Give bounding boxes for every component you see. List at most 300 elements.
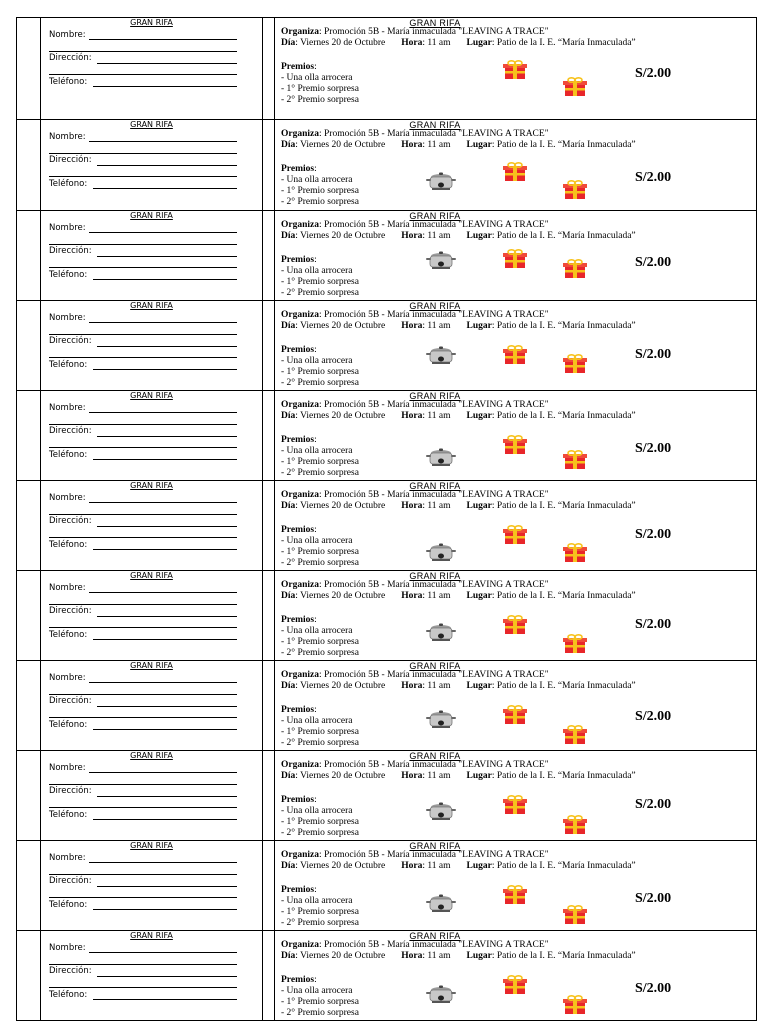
premios-label: Premios bbox=[281, 525, 315, 535]
dia-label: Día bbox=[281, 501, 296, 511]
ticket-price: S/2.00 bbox=[635, 255, 672, 270]
gift-box-icon bbox=[502, 435, 528, 455]
lugar-label: Lugar bbox=[466, 591, 492, 601]
stub-telefono-label: Teléfono: bbox=[49, 900, 88, 910]
stub-line[interactable] bbox=[49, 424, 237, 425]
dia-label: Día bbox=[281, 38, 296, 48]
gift-box-icon bbox=[502, 162, 528, 182]
stub-line[interactable] bbox=[49, 176, 237, 177]
stub-nombre-label: Nombre: bbox=[49, 583, 86, 593]
lugar-value: : Patio de la I. E. “María Inmaculada” bbox=[491, 951, 636, 961]
premios-label: Premios bbox=[281, 435, 315, 445]
stub-nombre-label: Nombre: bbox=[49, 853, 86, 863]
lugar-label: Lugar bbox=[466, 681, 492, 691]
fecha-line bbox=[281, 321, 636, 331]
premios-colon: : bbox=[314, 164, 317, 174]
fecha-line bbox=[281, 681, 636, 691]
organiza-label: Organiza bbox=[281, 220, 319, 230]
premio-2: - 1° Premio sorpresa bbox=[281, 727, 359, 737]
ticket-title: GRAN RIFA bbox=[409, 841, 461, 851]
perforation-gap bbox=[263, 481, 275, 570]
stub-nombre-label: Nombre: bbox=[49, 30, 86, 40]
stub-line[interactable] bbox=[49, 964, 237, 965]
ticket-body bbox=[275, 211, 756, 300]
hora-label: Hora bbox=[401, 951, 423, 961]
stub-line[interactable] bbox=[49, 627, 237, 628]
premio-3: - 2° Premio sorpresa bbox=[281, 95, 359, 105]
stub-nombre-label: Nombre: bbox=[49, 673, 86, 683]
ticket-title: GRAN RIFA bbox=[409, 391, 461, 401]
perforation-gap bbox=[263, 931, 275, 1020]
ticket-stub bbox=[41, 841, 263, 930]
organiza-line bbox=[281, 760, 549, 770]
stub-direccion-line[interactable] bbox=[97, 346, 237, 347]
rice-cooker-icon bbox=[425, 543, 457, 563]
ticket-stub bbox=[41, 931, 263, 1020]
dia-value: : Viernes 20 de Octubre bbox=[295, 38, 386, 48]
fecha-line bbox=[281, 771, 636, 781]
fecha-line bbox=[281, 140, 636, 150]
stub-nombre-line[interactable] bbox=[89, 592, 237, 593]
stub-direccion-line[interactable] bbox=[97, 976, 237, 977]
premio-1: - Una olla arrocera bbox=[281, 896, 353, 906]
hora-label: Hora bbox=[401, 231, 423, 241]
stub-title: GRAN RIFA bbox=[130, 120, 173, 129]
ticket-number-cell bbox=[17, 841, 41, 930]
stub-title: GRAN RIFA bbox=[130, 571, 173, 580]
stub-nombre-line[interactable] bbox=[89, 862, 237, 863]
stub-direccion-label: Dirección: bbox=[49, 53, 92, 63]
stub-direccion-line[interactable] bbox=[97, 436, 237, 437]
stub-line[interactable] bbox=[49, 604, 237, 605]
rice-cooker-icon bbox=[425, 802, 457, 822]
stub-nombre-line[interactable] bbox=[89, 232, 237, 233]
stub-telefono-label: Teléfono: bbox=[49, 540, 88, 550]
stub-title: GRAN RIFA bbox=[130, 751, 173, 760]
stub-telefono-line[interactable] bbox=[93, 369, 237, 370]
stub-telefono-line[interactable] bbox=[93, 279, 237, 280]
hora-value: : 11 am bbox=[422, 140, 451, 150]
dia-value: : Viernes 20 de Octubre bbox=[295, 681, 386, 691]
ticket-body bbox=[275, 18, 756, 119]
gift-box-icon bbox=[502, 615, 528, 635]
fecha-line bbox=[281, 38, 636, 48]
ticket-title: GRAN RIFA bbox=[409, 661, 461, 671]
stub-title: GRAN RIFA bbox=[130, 661, 173, 670]
premio-2: - 1° Premio sorpresa bbox=[281, 637, 359, 647]
raffle-ticket-row bbox=[17, 750, 756, 840]
stub-title: GRAN RIFA bbox=[130, 841, 173, 850]
organiza-value: : Promoción 5B - María inmaculada "LEAVING A TRACE" bbox=[319, 310, 549, 320]
premio-2: - 1° Premio sorpresa bbox=[281, 186, 359, 196]
ticket-number-cell bbox=[17, 301, 41, 390]
stub-telefono-line[interactable] bbox=[93, 639, 237, 640]
dia-value: : Viernes 20 de Octubre bbox=[295, 231, 386, 241]
stub-line[interactable] bbox=[49, 874, 237, 875]
ticket-body bbox=[275, 391, 756, 480]
stub-direccion-label: Dirección: bbox=[49, 696, 92, 706]
stub-line[interactable] bbox=[49, 153, 237, 154]
stub-nombre-label: Nombre: bbox=[49, 493, 86, 503]
lugar-value: : Patio de la I. E. “María Inmaculada” bbox=[491, 591, 636, 601]
dia-value: : Viernes 20 de Octubre bbox=[295, 771, 386, 781]
dia-value: : Viernes 20 de Octubre bbox=[295, 951, 386, 961]
ticket-number-cell bbox=[17, 18, 41, 119]
hora-value: : 11 am bbox=[422, 231, 451, 241]
raffle-ticket-row bbox=[17, 930, 756, 1020]
stub-nombre-line[interactable] bbox=[89, 502, 237, 503]
lugar-label: Lugar bbox=[466, 951, 492, 961]
premios-label: Premios bbox=[281, 975, 315, 985]
ticket-body bbox=[275, 481, 756, 570]
stub-title: GRAN RIFA bbox=[130, 211, 173, 220]
gift-box-icon bbox=[502, 60, 528, 80]
premio-1: - Una olla arrocera bbox=[281, 536, 353, 546]
stub-line[interactable] bbox=[49, 537, 237, 538]
hora-value: : 11 am bbox=[422, 951, 451, 961]
hora-label: Hora bbox=[401, 771, 423, 781]
dia-value: : Viernes 20 de Octubre bbox=[295, 501, 386, 511]
hora-value: : 11 am bbox=[422, 681, 451, 691]
gift-box-icon bbox=[562, 77, 588, 97]
premios-heading bbox=[281, 975, 317, 986]
stub-telefono-line[interactable] bbox=[93, 909, 237, 910]
premios-colon: : bbox=[314, 525, 317, 535]
premio-3: - 2° Premio sorpresa bbox=[281, 197, 359, 207]
ticket-title: GRAN RIFA bbox=[409, 120, 461, 130]
lugar-label: Lugar bbox=[466, 771, 492, 781]
ticket-price: S/2.00 bbox=[635, 797, 672, 812]
lugar-label: Lugar bbox=[466, 38, 492, 48]
organiza-label: Organiza bbox=[281, 670, 319, 680]
premios-label: Premios bbox=[281, 795, 315, 805]
organiza-label: Organiza bbox=[281, 400, 319, 410]
stub-nombre-line[interactable] bbox=[89, 39, 237, 40]
organiza-value: : Promoción 5B - María inmaculada "LEAVING A TRACE" bbox=[319, 580, 549, 590]
premios-heading bbox=[281, 885, 317, 896]
premio-1: - Una olla arrocera bbox=[281, 626, 353, 636]
stub-direccion-label: Dirección: bbox=[49, 336, 92, 346]
stub-line[interactable] bbox=[49, 807, 237, 808]
organiza-value: : Promoción 5B - María inmaculada "LEAVING A TRACE" bbox=[319, 850, 549, 860]
stub-telefono-label: Teléfono: bbox=[49, 630, 88, 640]
raffle-ticket-row bbox=[17, 840, 756, 930]
fecha-line bbox=[281, 861, 636, 871]
lugar-value: : Patio de la I. E. “María Inmaculada” bbox=[491, 681, 636, 691]
hora-value: : 11 am bbox=[422, 591, 451, 601]
gift-box-icon bbox=[502, 975, 528, 995]
ticket-title: GRAN RIFA bbox=[409, 751, 461, 761]
stub-nombre-line[interactable] bbox=[89, 772, 237, 773]
gift-box-icon bbox=[502, 795, 528, 815]
ticket-stub bbox=[41, 120, 263, 210]
stub-direccion-line[interactable] bbox=[97, 63, 237, 64]
stub-telefono-line[interactable] bbox=[93, 729, 237, 730]
rice-cooker-icon bbox=[425, 894, 457, 914]
ticket-stub bbox=[41, 751, 263, 840]
hora-value: : 11 am bbox=[422, 771, 451, 781]
premio-1: - Una olla arrocera bbox=[281, 986, 353, 996]
rice-cooker-icon bbox=[425, 710, 457, 730]
stub-telefono-label: Teléfono: bbox=[49, 990, 88, 1000]
premio-1: - Una olla arrocera bbox=[281, 266, 353, 276]
gift-box-icon bbox=[562, 995, 588, 1015]
ticket-number-cell bbox=[17, 211, 41, 300]
dia-label: Día bbox=[281, 951, 296, 961]
organiza-label: Organiza bbox=[281, 850, 319, 860]
lugar-value: : Patio de la I. E. “María Inmaculada” bbox=[491, 140, 636, 150]
ticket-number-cell bbox=[17, 391, 41, 480]
stub-line[interactable] bbox=[49, 74, 237, 75]
rice-cooker-icon bbox=[425, 172, 457, 192]
ticket-stub bbox=[41, 481, 263, 570]
gift-box-icon bbox=[502, 249, 528, 269]
perforation-gap bbox=[263, 18, 275, 119]
stub-line[interactable] bbox=[49, 267, 237, 268]
gift-box-icon bbox=[562, 259, 588, 279]
premios-colon: : bbox=[314, 345, 317, 355]
premios-heading bbox=[281, 164, 317, 175]
stub-telefono-line[interactable] bbox=[93, 999, 237, 1000]
ticket-stub bbox=[41, 391, 263, 480]
stub-nombre-line[interactable] bbox=[89, 682, 237, 683]
premio-3: - 2° Premio sorpresa bbox=[281, 288, 359, 298]
stub-line[interactable] bbox=[49, 717, 237, 718]
stub-direccion-line[interactable] bbox=[97, 706, 237, 707]
stub-direccion-label: Dirección: bbox=[49, 155, 92, 165]
gift-box-icon bbox=[562, 450, 588, 470]
ticket-body bbox=[275, 931, 756, 1020]
hora-label: Hora bbox=[401, 321, 423, 331]
hora-label: Hora bbox=[401, 591, 423, 601]
premios-heading bbox=[281, 795, 317, 806]
ticket-body bbox=[275, 571, 756, 660]
premio-1: - Una olla arrocera bbox=[281, 356, 353, 366]
stub-nombre-label: Nombre: bbox=[49, 223, 86, 233]
hora-label: Hora bbox=[401, 140, 423, 150]
ticket-stub bbox=[41, 18, 263, 119]
premio-2: - 1° Premio sorpresa bbox=[281, 817, 359, 827]
premios-colon: : bbox=[314, 255, 317, 265]
premios-colon: : bbox=[314, 435, 317, 445]
stub-direccion-label: Dirección: bbox=[49, 516, 92, 526]
lugar-label: Lugar bbox=[466, 321, 492, 331]
premios-colon: : bbox=[314, 975, 317, 985]
rice-cooker-icon bbox=[425, 448, 457, 468]
dia-label: Día bbox=[281, 591, 296, 601]
premio-2: - 1° Premio sorpresa bbox=[281, 907, 359, 917]
ticket-title: GRAN RIFA bbox=[409, 571, 461, 581]
ticket-title: GRAN RIFA bbox=[409, 931, 461, 941]
premios-heading bbox=[281, 705, 317, 716]
raffle-ticket-row bbox=[17, 300, 756, 390]
premio-3: - 2° Premio sorpresa bbox=[281, 828, 359, 838]
premio-1: - Una olla arrocera bbox=[281, 716, 353, 726]
hora-label: Hora bbox=[401, 38, 423, 48]
organiza-value: : Promoción 5B - María inmaculada "LEAVING A TRACE" bbox=[319, 490, 549, 500]
stub-nombre-line[interactable] bbox=[89, 322, 237, 323]
dia-value: : Viernes 20 de Octubre bbox=[295, 861, 386, 871]
ticket-price: S/2.00 bbox=[635, 527, 672, 542]
lugar-value: : Patio de la I. E. “María Inmaculada” bbox=[491, 771, 636, 781]
premio-2: - 1° Premio sorpresa bbox=[281, 277, 359, 287]
ticket-body bbox=[275, 301, 756, 390]
stub-title: GRAN RIFA bbox=[130, 481, 173, 490]
premio-1: - Una olla arrocera bbox=[281, 175, 353, 185]
stub-nombre-label: Nombre: bbox=[49, 132, 86, 142]
stub-direccion-label: Dirección: bbox=[49, 606, 92, 616]
stub-line[interactable] bbox=[49, 784, 237, 785]
lugar-label: Lugar bbox=[466, 501, 492, 511]
fecha-line bbox=[281, 591, 636, 601]
stub-nombre-label: Nombre: bbox=[49, 763, 86, 773]
lugar-label: Lugar bbox=[466, 231, 492, 241]
gift-box-icon bbox=[562, 543, 588, 563]
organiza-label: Organiza bbox=[281, 27, 319, 37]
rice-cooker-icon bbox=[425, 251, 457, 271]
lugar-value: : Patio de la I. E. “María Inmaculada” bbox=[491, 411, 636, 421]
stub-line[interactable] bbox=[49, 51, 237, 52]
stub-direccion-line[interactable] bbox=[97, 886, 237, 887]
organiza-line bbox=[281, 220, 549, 230]
rice-cooker-icon bbox=[425, 623, 457, 643]
stub-direccion-label: Dirección: bbox=[49, 786, 92, 796]
fecha-line bbox=[281, 501, 636, 511]
ticket-price: S/2.00 bbox=[635, 347, 672, 362]
gift-box-icon bbox=[562, 815, 588, 835]
lugar-label: Lugar bbox=[466, 140, 492, 150]
stub-line[interactable] bbox=[49, 244, 237, 245]
fecha-line bbox=[281, 231, 636, 241]
premios-colon: : bbox=[314, 885, 317, 895]
organiza-label: Organiza bbox=[281, 490, 319, 500]
stub-nombre-line[interactable] bbox=[89, 412, 237, 413]
stub-telefono-label: Teléfono: bbox=[49, 270, 88, 280]
ticket-body bbox=[275, 661, 756, 750]
organiza-line bbox=[281, 940, 549, 950]
premios-label: Premios bbox=[281, 615, 315, 625]
dia-value: : Viernes 20 de Octubre bbox=[295, 321, 386, 331]
ticket-body bbox=[275, 120, 756, 210]
stub-line[interactable] bbox=[49, 514, 237, 515]
stub-direccion-line[interactable] bbox=[97, 165, 237, 166]
stub-line[interactable] bbox=[49, 447, 237, 448]
organiza-value: : Promoción 5B - María inmaculada "LEAVING A TRACE" bbox=[319, 400, 549, 410]
lugar-label: Lugar bbox=[466, 861, 492, 871]
stub-telefono-line[interactable] bbox=[93, 188, 237, 189]
gift-box-icon bbox=[562, 725, 588, 745]
organiza-value: : Promoción 5B - María inmaculada "LEAVING A TRACE" bbox=[319, 670, 549, 680]
stub-direccion-line[interactable] bbox=[97, 616, 237, 617]
dia-label: Día bbox=[281, 861, 296, 871]
dia-value: : Viernes 20 de Octubre bbox=[295, 411, 386, 421]
stub-direccion-line[interactable] bbox=[97, 256, 237, 257]
lugar-value: : Patio de la I. E. “María Inmaculada” bbox=[491, 321, 636, 331]
premios-colon: : bbox=[314, 62, 317, 72]
organiza-line bbox=[281, 850, 549, 860]
premio-3: - 2° Premio sorpresa bbox=[281, 1008, 359, 1018]
premio-3: - 2° Premio sorpresa bbox=[281, 378, 359, 388]
ticket-body bbox=[275, 841, 756, 930]
premio-3: - 2° Premio sorpresa bbox=[281, 648, 359, 658]
perforation-gap bbox=[263, 661, 275, 750]
ticket-price: S/2.00 bbox=[635, 981, 672, 996]
ticket-number-cell bbox=[17, 481, 41, 570]
premios-heading bbox=[281, 255, 317, 266]
dia-label: Día bbox=[281, 321, 296, 331]
ticket-price: S/2.00 bbox=[635, 441, 672, 456]
stub-direccion-line[interactable] bbox=[97, 796, 237, 797]
fecha-line bbox=[281, 411, 636, 421]
ticket-number-cell bbox=[17, 751, 41, 840]
organiza-value: : Promoción 5B - María inmaculada "LEAVING A TRACE" bbox=[319, 129, 549, 139]
stub-nombre-line[interactable] bbox=[89, 141, 237, 142]
organiza-value: : Promoción 5B - María inmaculada "LEAVING A TRACE" bbox=[319, 220, 549, 230]
lugar-value: : Patio de la I. E. “María Inmaculada” bbox=[491, 38, 636, 48]
gift-box-icon bbox=[562, 905, 588, 925]
hora-value: : 11 am bbox=[422, 321, 451, 331]
premios-colon: : bbox=[314, 615, 317, 625]
lugar-value: : Patio de la I. E. “María Inmaculada” bbox=[491, 501, 636, 511]
ticket-stub bbox=[41, 301, 263, 390]
stub-line[interactable] bbox=[49, 694, 237, 695]
hora-value: : 11 am bbox=[422, 501, 451, 511]
premios-label: Premios bbox=[281, 255, 315, 265]
stub-nombre-line[interactable] bbox=[89, 952, 237, 953]
stub-telefono-label: Teléfono: bbox=[49, 720, 88, 730]
raffle-ticket-row bbox=[17, 210, 756, 300]
stub-telefono-line[interactable] bbox=[93, 549, 237, 550]
hora-label: Hora bbox=[401, 681, 423, 691]
gift-box-icon bbox=[502, 885, 528, 905]
stub-telefono-line[interactable] bbox=[93, 86, 237, 87]
ticket-number-cell bbox=[17, 120, 41, 210]
gift-box-icon bbox=[562, 634, 588, 654]
stub-line[interactable] bbox=[49, 334, 237, 335]
lugar-value: : Patio de la I. E. “María Inmaculada” bbox=[491, 231, 636, 241]
premios-label: Premios bbox=[281, 164, 315, 174]
raffle-ticket-row bbox=[17, 570, 756, 660]
stub-nombre-label: Nombre: bbox=[49, 943, 86, 953]
stub-telefono-line[interactable] bbox=[93, 819, 237, 820]
rice-cooker-icon bbox=[425, 985, 457, 1005]
lugar-value: : Patio de la I. E. “María Inmaculada” bbox=[491, 861, 636, 871]
ticket-number-cell bbox=[17, 571, 41, 660]
premios-label: Premios bbox=[281, 705, 315, 715]
stub-line[interactable] bbox=[49, 987, 237, 988]
organiza-line bbox=[281, 27, 549, 37]
gift-box-icon bbox=[502, 705, 528, 725]
organiza-label: Organiza bbox=[281, 310, 319, 320]
premios-heading bbox=[281, 345, 317, 356]
organiza-value: : Promoción 5B - María inmaculada "LEAVING A TRACE" bbox=[319, 27, 549, 37]
raffle-ticket-row bbox=[17, 390, 756, 480]
premio-2: - 1° Premio sorpresa bbox=[281, 547, 359, 557]
ticket-price: S/2.00 bbox=[635, 617, 672, 632]
stub-line[interactable] bbox=[49, 357, 237, 358]
stub-direccion-line[interactable] bbox=[97, 526, 237, 527]
organiza-line bbox=[281, 490, 549, 500]
stub-telefono-line[interactable] bbox=[93, 459, 237, 460]
dia-label: Día bbox=[281, 771, 296, 781]
ticket-title: GRAN RIFA bbox=[409, 481, 461, 491]
stub-line[interactable] bbox=[49, 897, 237, 898]
perforation-gap bbox=[263, 391, 275, 480]
raffle-ticket-sheet bbox=[16, 17, 757, 1021]
raffle-ticket-row bbox=[17, 660, 756, 750]
perforation-gap bbox=[263, 841, 275, 930]
stub-title: GRAN RIFA bbox=[130, 391, 173, 400]
